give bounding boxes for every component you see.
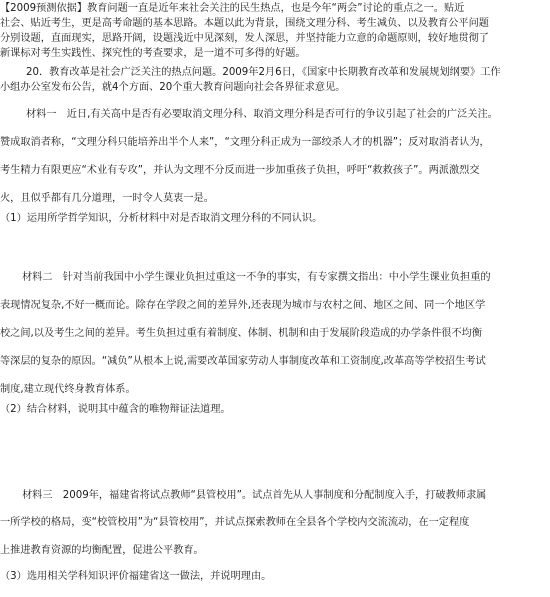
material-2-line-1: 材料二 针对当前我国中小学生课业负担过重这一不争的事实，有专家撰文指出：中小学生课业负担重的 [22, 272, 491, 283]
task-2: （2）结合材料，说明其中蕴含的唯物辩证法道理。 [0, 404, 231, 415]
intro-line-4: 新课标对考生实践性、探究性的考查要求，是一道不可多得的好题。 [0, 48, 306, 59]
material-1-line-1: 材料一 近日,有关高中是否有必要取消文理分科、取消文理分科是否可行的争议引起了社会的广泛关注。 [26, 109, 498, 120]
intro-line-3: 分别设题，直面现实，思路开阔，设题浅近中见深刻，发人深思，并坚持能力立意的命题原则，较好地贯彻了 [0, 33, 489, 44]
material-1-line-4: 火，且似乎都有几分道理，一时令人莫衷一是。 [0, 193, 214, 204]
question-20-line-2: 小组办公室发布公告，就4个方面、20个重大教育问题向社会各界征求意见。 [0, 82, 346, 93]
material-1-line-3: 考生精力有限更应“术业有专攻”，并认为文理不分反而进一步加重孩子负担，呼吁“救救孩子”。两派激烈交 [0, 165, 480, 176]
material-2-line-4: 等深层的复杂的原因。“减负”从根本上说,需要改革国家劳动人事制度改革和工资制度,改革高等学校招生考试 [0, 356, 486, 367]
task-1: （1）运用所学哲学知识，分析材料中对是否取消文理分科的不同认识。 [0, 213, 323, 224]
material-1-line-2: 赞成取消者称，“文理分科只能培养出半个人来”，“文理分科正成为一部绞杀人才的机器”；反对取消者认为， [0, 137, 490, 148]
question-20-line-1: 20．教育改革是社会广泛关注的热点问题。2009年2月6日，《国家中长期教育改革和发展规划纲要》工作 [26, 67, 501, 78]
material-3-line-2: 一所学校的格局，变“校管校用”为“县管校用”，并试点探索教师在全县各个学校内交流流动，在一定程度 [0, 517, 470, 528]
material-2-line-3: 校之间,以及考生之间的差异。考生负担过重有着制度、体制、机制和由于发展阶段造成的办学条件很不均衡 [0, 328, 483, 339]
task-3: （3）选用相关学科知识评价福建省这一做法，并说明理由。 [0, 571, 272, 582]
material-2-line-5: 制度,建立现代终身教育体系。 [0, 384, 136, 395]
intro-line-2: 社会、贴近考生，更是高考命题的基本思路。本题以此为背景，围绕文理分科、考生减负、以及教育公平问题 [0, 18, 489, 29]
material-2-line-2: 表现情况复杂,不好一概而论。除存在学段之间的差异外,还表现为城市与农村之间、地区之间、同一个地区学 [0, 300, 486, 311]
material-3-line-1: 材料三 2009年，福建省将试点教师“县管校用”。试点首先从人事制度和分配制度入手，打破教师隶属 [22, 490, 487, 501]
material-3-line-3: 上推进教育资源的均衡配置，促进公平教育。 [0, 545, 204, 556]
intro-line-1: 【2009预测依据】教育问题一直是近年来社会关注的民生热点，也是今年“两会”讨论的重点之一。贴近 [0, 3, 465, 14]
